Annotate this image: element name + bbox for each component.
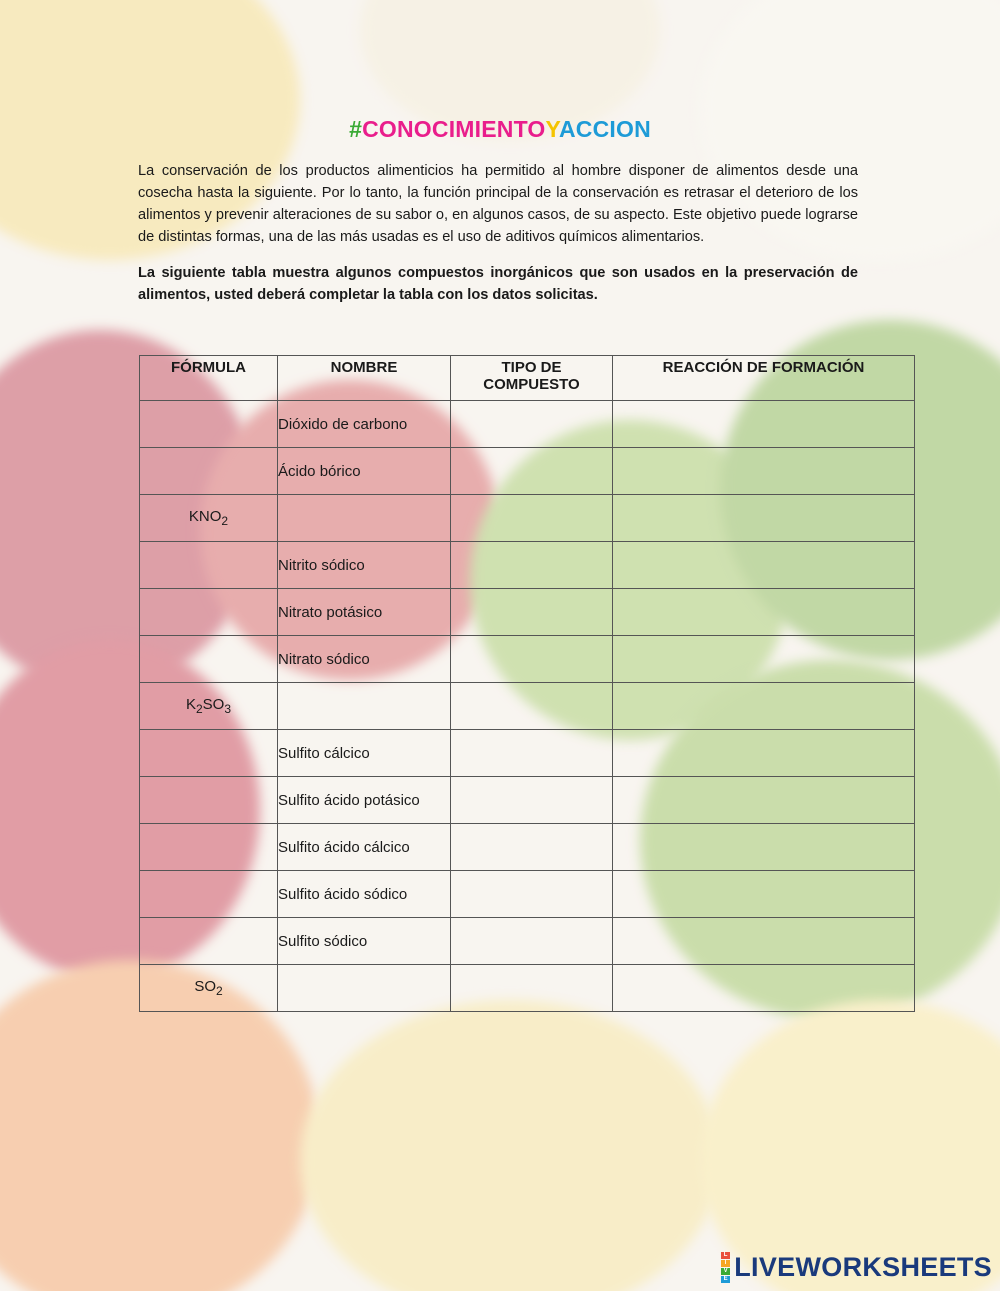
intro-paragraph: La conservación de los productos alimenticios ha permitido al hombre disponer de alimentos desde una cosecha hasta la siguiente. Por lo tanto, la función principal de la conservación es retrasar el deterioro de los alimentos y prevenir alteraciones de su sabor o, en algunos casos, de su aspecto. Este objetivo puede lograrse de distintas formas, una de las más usadas es el uso de aditivos químicos alimentarios. xyxy=(138,163,858,245)
instruction-paragraph: La siguiente tabla muestra algunos compuestos inorgánicos que son usados en la preservación de alimentos, usted deberá completar la tabla con los datos solicitas. xyxy=(138,265,858,303)
tipo-compuesto-cell[interactable] xyxy=(451,542,613,589)
formula-cell[interactable] xyxy=(140,542,278,589)
tipo-compuesto-cell[interactable] xyxy=(451,636,613,683)
title-part-conocimiento: CONOCIMIENTO xyxy=(362,116,546,142)
table-row xyxy=(140,871,915,918)
tipo-compuesto-cell[interactable] xyxy=(451,495,613,542)
logo-mark-letter: L xyxy=(721,1252,730,1259)
nombre-cell: Sulfito ácido potásico xyxy=(278,777,451,824)
nombre-cell: Nitrito sódico xyxy=(278,542,451,589)
tipo-compuesto-cell[interactable] xyxy=(451,871,613,918)
liveworksheets-logo xyxy=(721,1252,992,1283)
nombre-cell[interactable] xyxy=(278,965,451,1012)
formula-text: KNO xyxy=(188,508,222,525)
formula-cell[interactable] xyxy=(140,589,278,636)
reaccion-formacion-cell[interactable] xyxy=(613,965,915,1012)
compounds-table xyxy=(139,355,915,1012)
tipo-compuesto-cell[interactable] xyxy=(451,683,613,730)
table-row xyxy=(140,730,915,777)
title-hash: # xyxy=(349,116,363,142)
tipo-compuesto-cell[interactable] xyxy=(451,401,613,448)
table-row xyxy=(140,448,915,495)
formula-cell xyxy=(140,495,278,542)
nombre-cell[interactable] xyxy=(278,495,451,542)
table-row xyxy=(140,918,915,965)
table-row xyxy=(140,542,915,589)
reaccion-formacion-cell[interactable] xyxy=(613,636,915,683)
logo-text: LIVEWORKSHEETS xyxy=(734,1252,992,1282)
nombre-cell: Dióxido de carbono xyxy=(278,401,451,448)
tipo-compuesto-cell[interactable] xyxy=(451,448,613,495)
tipo-compuesto-cell[interactable] xyxy=(451,589,613,636)
formula-cell xyxy=(140,683,278,730)
formula-subscript: 2 xyxy=(195,702,203,716)
formula-text: SO xyxy=(202,696,225,713)
nombre-cell: Sulfito ácido cálcico xyxy=(278,824,451,871)
formula-subscript: 2 xyxy=(216,984,223,998)
formula-cell[interactable] xyxy=(140,730,278,777)
formula-text: K xyxy=(185,696,196,713)
reaccion-formacion-cell[interactable] xyxy=(613,871,915,918)
title-part-y: Y xyxy=(545,116,559,142)
reaccion-formacion-cell[interactable] xyxy=(613,542,915,589)
formula-cell[interactable] xyxy=(140,777,278,824)
table-row xyxy=(140,401,915,448)
formula-cell xyxy=(140,965,278,1012)
formula-subscript: 2 xyxy=(221,514,229,528)
reaccion-formacion-cell[interactable] xyxy=(613,589,915,636)
reaccion-formacion-cell[interactable] xyxy=(613,448,915,495)
table-row xyxy=(140,683,915,730)
table-row xyxy=(140,589,915,636)
reaccion-formacion-cell[interactable] xyxy=(613,918,915,965)
nombre-cell: Nitrato potásico xyxy=(278,589,451,636)
formula-cell[interactable] xyxy=(140,448,278,495)
formula-cell[interactable] xyxy=(140,401,278,448)
formula-subscript: 3 xyxy=(224,702,232,716)
nombre-cell: Ácido bórico xyxy=(278,448,451,495)
tipo-compuesto-cell[interactable] xyxy=(451,918,613,965)
nombre-cell[interactable] xyxy=(278,683,451,730)
table-row xyxy=(140,824,915,871)
reaccion-formacion-cell[interactable] xyxy=(613,777,915,824)
logo-mark-letter: I xyxy=(721,1260,730,1267)
header-tipo-compuesto: TIPO DE COMPUESTO xyxy=(451,356,613,401)
reaccion-formacion-cell[interactable] xyxy=(613,401,915,448)
reaccion-formacion-cell[interactable] xyxy=(613,495,915,542)
table-row xyxy=(140,636,915,683)
tipo-compuesto-cell[interactable] xyxy=(451,777,613,824)
table-row xyxy=(140,965,915,1012)
formula-cell[interactable] xyxy=(140,824,278,871)
liveworksheets-mark-icon xyxy=(721,1252,730,1283)
table-row xyxy=(140,777,915,824)
header-reaccion-formacion: REACCIÓN DE FORMACIÓN xyxy=(613,356,915,401)
logo-mark-letter: V xyxy=(721,1268,730,1275)
formula-cell[interactable] xyxy=(140,636,278,683)
title-part-accion: ACCION xyxy=(558,116,651,142)
table-header-row xyxy=(140,356,915,401)
tipo-compuesto-cell[interactable] xyxy=(451,730,613,777)
header-formula: FÓRMULA xyxy=(140,356,278,401)
tipo-compuesto-cell[interactable] xyxy=(451,965,613,1012)
reaccion-formacion-cell[interactable] xyxy=(613,824,915,871)
logo-mark-letter: E xyxy=(721,1276,730,1283)
nombre-cell: Sulfito sódico xyxy=(278,918,451,965)
nombre-cell: Nitrato sódico xyxy=(278,636,451,683)
formula-cell[interactable] xyxy=(140,871,278,918)
formula-text: SO xyxy=(194,978,216,995)
header-nombre: NOMBRE xyxy=(278,356,451,401)
table-row xyxy=(140,495,915,542)
page-title xyxy=(0,116,1000,143)
formula-cell[interactable] xyxy=(140,918,278,965)
tipo-compuesto-cell[interactable] xyxy=(451,824,613,871)
reaccion-formacion-cell[interactable] xyxy=(613,683,915,730)
nombre-cell: Sulfito ácido sódico xyxy=(278,871,451,918)
nombre-cell: Sulfito cálcico xyxy=(278,730,451,777)
reaccion-formacion-cell[interactable] xyxy=(613,730,915,777)
